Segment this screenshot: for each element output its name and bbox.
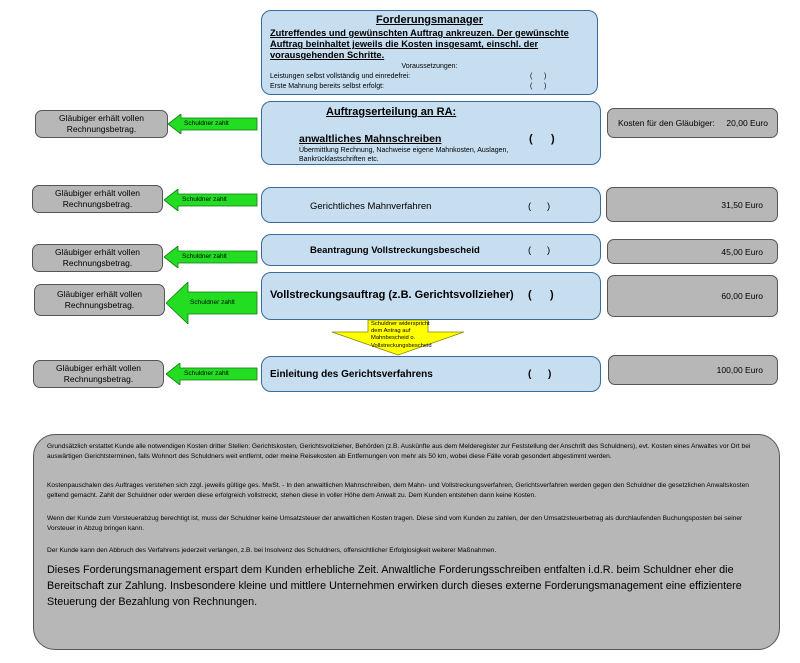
creditor-label: Gläubiger erhält vollen Rechnungsbetrag.	[58, 112, 145, 134]
step-checkbox[interactable]: ( )	[528, 289, 554, 301]
order-item-checkbox[interactable]: ( )	[529, 133, 555, 145]
arrow-label: Schuldner zahlt	[184, 120, 229, 127]
cost-amount: 20,00 Euro	[726, 118, 768, 128]
cost-amount: 100,00 Euro	[716, 365, 763, 375]
prereq-heading: Voraussetzungen:	[401, 63, 458, 70]
objection-label: Schuldner widerspricht dem Antrag auf Mahnbescheid o. Vollstreckungsbescheid	[371, 321, 432, 349]
yellow-objection-arrow	[328, 320, 468, 356]
note-paragraph-5: Dieses Forderungsmanagement erspart dem Kunden erhebliche Zeit. Anwaltliche Forderungsschreiben entfalten i.d.R. beim Schuldner eher die Bereitschaft zur Zahlung. Insbesondere kleine und mittlere Unternehmen erwirken durch dieses externe Forderungsmanagement eine effizientere Steuerung der Bezahlung von Rechnungen.	[47, 564, 742, 608]
prereq-2-checkbox[interactable]: ( )	[530, 83, 547, 90]
top-title: Forderungsmanager	[376, 14, 483, 26]
green-arrow-1	[168, 114, 258, 134]
cost-amount: 60,00 Euro	[721, 291, 763, 301]
creditor-box-3	[32, 244, 163, 272]
step-checkbox[interactable]: ( )	[528, 369, 552, 380]
green-arrow-5	[166, 363, 258, 385]
note-paragraph-4: Der Kunde kann den Abbruch des Verfahrens jederzeit verlangen, z.B. bei Insolvenz des Schuldners, offensichtlicher Erfolglosigkeit weiterer Maßnahmen.	[47, 547, 497, 554]
step-gerichtsverfahren[interactable]	[261, 356, 601, 392]
top-intro: Zutreffendes und gewünschten Auftrag ankreuzen. Der gewünschte Auftrag beinhaltet jeweils die Kosten insgesamt, einschl. der vorausgehenden Schritte.	[270, 28, 569, 61]
step-mahnverfahren[interactable]	[261, 187, 601, 223]
creditor-label: Gläubiger erhält vollen Rechnungsbetrag.	[55, 362, 142, 384]
step-checkbox[interactable]: ( )	[528, 245, 551, 256]
order-title: Auftragserteilung an RA:	[326, 106, 457, 118]
notes-panel	[33, 434, 780, 650]
creditor-label: Gläubiger erhält vollen Rechnungsbetrag.	[54, 187, 141, 209]
creditor-box-1	[35, 110, 168, 138]
step-label: Beantragung Vollstreckungsbescheid	[310, 245, 480, 256]
step-label: Einleitung des Gerichtsverfahrens	[270, 369, 433, 380]
step-vollstreckungsbescheid[interactable]	[261, 234, 601, 266]
prereq-2-label: Erste Mahnung bereits selbst erfolgt:	[270, 83, 385, 90]
note-paragraph-2: Kostenpauschalen des Auftrages verstehen sich zzgl. jeweils gültige ges. MwSt. - In den anwaltlichen Mahnschreiben, dem Mahn- und Vollstreckungsverfahren, Gerichtsverfahren werden gegen den Schuldner die gesetzlichen Anwaltskosten geltend gemacht. Zahlt der Schuldner oder werden diese erfolgreich vollstreckt, stehen diese in voller Höhe dem Anwalt zu. Dem Kunden entstehen dann keine Kosten.	[47, 482, 749, 499]
order-box	[261, 101, 601, 165]
step-label: Vollstreckungsauftrag (z.B. Gerichtsvollzieher)	[270, 289, 514, 301]
step-checkbox[interactable]: ( )	[528, 201, 551, 212]
order-item-title: anwaltliches Mahnschreiben	[299, 133, 442, 145]
prereq-1-checkbox[interactable]: ( )	[530, 73, 547, 80]
cost-box-mahnverfahren	[606, 187, 778, 222]
cost-box-vollstreckungsauftrag	[607, 275, 778, 317]
cost-amount: 45,00 Euro	[721, 246, 763, 257]
cost-box-vollstreckungsbescheid	[607, 239, 778, 264]
arrow-label: Schuldner zahlt	[190, 299, 235, 306]
arrow-label: Schuldner zahlt	[184, 370, 229, 377]
green-arrow-3	[164, 246, 258, 268]
order-item-description: Übermittlung Rechnung, Nachweise eigene Mahnkosten, Auslagen, Bankrücklastschriften etc.	[299, 147, 509, 164]
cost-amount: 31,50 Euro	[721, 199, 763, 210]
cost-box-gerichtsverfahren	[608, 355, 778, 385]
creditor-box-5	[33, 360, 164, 388]
green-arrow-2	[164, 189, 258, 211]
step-label: Gerichtliches Mahnverfahren	[310, 201, 432, 212]
cost-box-mahnschreiben	[607, 108, 778, 138]
creditor-box-2	[32, 185, 163, 213]
note-paragraph-1: Grundsätzlich erstattet Kunde alle notwendigen Kosten dritter Stellen: Gerichtskosten, Gerichtsvollzieher, Behörden (z.B. Auskünfte aus dem Melderegister zur Feststellung der Anschrift des Schuldners), evt. Kosten eines Anwaltes vor Ort bei auswärtigen Gerichtsterminen, falls Wohnort des Schuldners weit entfernt, oder meine Reisekosten ab Entfernungen von mehr als 50 km, wobei diese Fälle vorab gesondert abgestimmt werden.	[47, 443, 751, 460]
cost-label: Kosten für den Gläubiger:	[618, 118, 715, 128]
note-paragraph-3: Wenn der Kunde zum Vorsteuerabzug berechtigt ist, muss der Schuldner keine Umsatzsteuer der anwaltlichen Kosten tragen. Diese sind vom Kunden zu zahlen, der den Umsatzsteuerbetrag als durchlaufenden Buchungsposten bei seiner Vorsteuer in Abzug bringen kann.	[47, 515, 743, 532]
creditor-box-4	[34, 284, 165, 316]
step-vollstreckungsauftrag[interactable]	[261, 272, 601, 320]
arrow-label: Schuldner zahlt	[182, 253, 227, 260]
prereq-1-label: Leistungen selbst vollständig und einredefrei:	[270, 73, 411, 80]
creditor-label: Gläubiger erhält vollen Rechnungsbetrag.	[54, 246, 141, 268]
creditor-label: Gläubiger erhält vollen Rechnungsbetrag.	[56, 288, 143, 310]
green-arrow-4	[166, 282, 258, 324]
arrow-label: Schuldner zahlt	[182, 196, 227, 203]
forderungsmanager-box	[261, 10, 598, 95]
